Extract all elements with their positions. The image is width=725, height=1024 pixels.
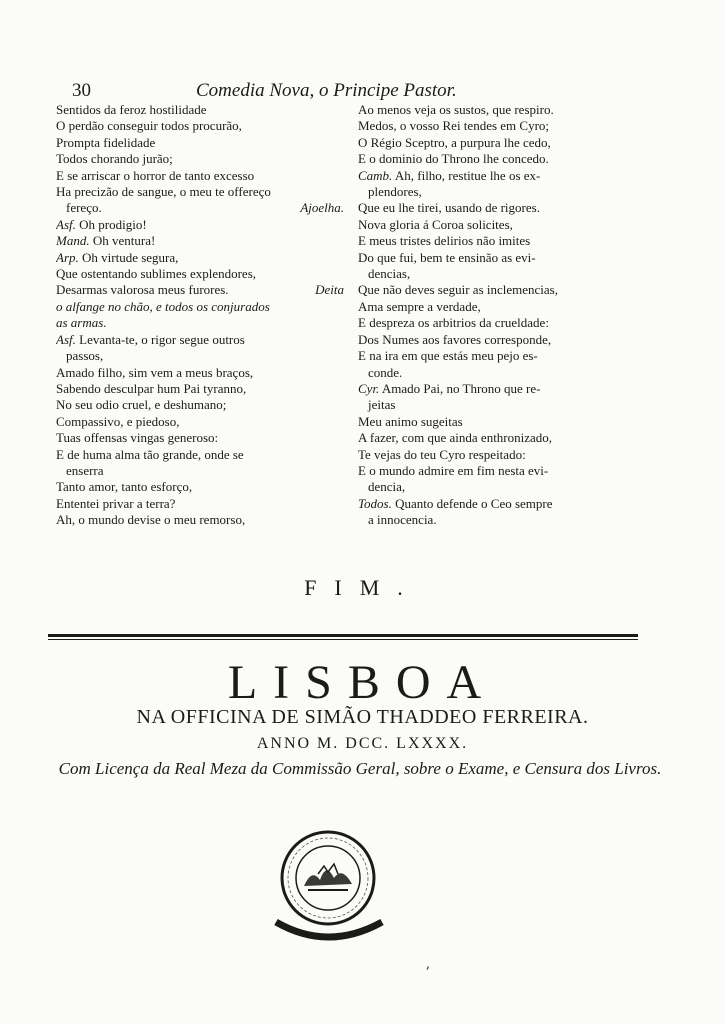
verse-text: Prompta fidelidade [56,134,156,150]
verse-text: O Régio Sceptro, a purpura lhe cedo, [358,134,551,150]
verse-line [56,414,344,430]
verse-text: Compassivo, e piedoso, [56,413,180,429]
speaker-name: Todos. [358,495,392,511]
verse-line [358,447,636,463]
verse-text: Do que fui, bem te ensinão as evi- [358,249,536,265]
verse-text: conde. [368,364,403,380]
verse-line [358,299,636,315]
verse-line [56,102,344,118]
verse-text: No seu odio cruel, e deshumano; [56,397,227,413]
verse-text: E se arriscar o horror de tanto excesso [56,167,255,183]
verse-line [56,151,344,167]
ink-mark: ʼ [425,965,430,981]
verse-text: Levanta-te, o rigor segue outros [79,331,245,347]
verse-line [358,479,636,495]
verse-text: Te vejas do teu Cyro respeitado: [358,446,526,462]
verse-text: Todos chorando jurão; [56,151,173,167]
verse-text: A fazer, com que ainda enthronizado, [358,430,553,446]
verse-text: Que não deves seguir as inclemencias, [358,282,558,298]
verse-line [56,184,344,200]
verse-text: dencia, [368,479,406,495]
stage-direction: Ajoelha. [300,200,344,216]
verse-text: passos, [66,348,104,364]
verse-line [56,430,344,446]
verse-text: Ah, filho, restitue lhe os ex- [394,167,541,183]
verse-text: Que eu lhe tirei, usando de rigores. [358,200,540,216]
verse-line [358,266,636,282]
verse-line [56,250,344,266]
verse-text: Ao menos veja os sustos, que respiro. [358,102,554,117]
right-text-column [358,102,636,529]
verse-text: jeitas [368,397,396,413]
verse-text: Amado Pai, no Throno que re- [381,380,541,396]
verse-text: Ententei privar a terra? [56,495,176,511]
verse-text: Dos Numes aos favores corresponde, [358,331,552,347]
verse-text: Oh prodigio! [79,216,147,232]
verse-line [358,135,636,151]
verse-line [358,430,636,446]
verse-text: Ha precizão de sangue, o meu te offereço [56,184,271,200]
verse-line [56,479,344,495]
verse-line [358,463,636,479]
verse-text: Nova gloria á Coroa solicites, [358,216,513,232]
divider-rule-thin [48,639,638,640]
verse-text: E o dominio do Throno lhe concedo. [358,151,549,167]
verse-line [56,348,344,364]
running-title: Comedia Nova, o Principe Pastor. [196,80,457,101]
verse-text: Sentidos da feroz hostilidade [56,102,207,117]
verse-text: Oh virtude segura, [82,249,179,265]
speaker-name: Mand. [56,233,90,249]
verse-text: Meu animo sugeitas [358,413,463,429]
verse-text: Sabendo desculpar hum Pai tyranno, [56,380,247,396]
verse-line [358,315,636,331]
verse-line [56,512,344,528]
verse-text: enserra [66,462,104,478]
verse-line [358,184,636,200]
verse-line [358,332,636,348]
verse-text: Tuas offensas vingas generoso: [56,430,219,446]
verse-text: dencias, [368,266,411,282]
verse-text: a innocencia. [368,512,437,528]
verse-text: Medos, o vosso Rei tendes em Cyro; [358,118,550,134]
verse-text: Tanto amor, tanto esforço, [56,479,193,495]
verse-line [358,200,636,216]
imprint-licence: Com Licença da Real Meza da Commissão Geral, sobre o Exame, e Censura dos Livros. [58,759,662,778]
imprint-year: ANNO M. DCC. LXXXX. [256,735,469,752]
verse-text: Que ostentando sublimes explendores, [56,266,257,282]
verse-line [358,250,636,266]
verse-line [56,365,344,381]
stage-direction: Deita [315,282,344,298]
verse-line [56,233,344,249]
verse-line [56,332,344,348]
speaker-name: Asf. [56,331,76,347]
verse-line [358,282,636,298]
verse-line [56,200,344,216]
verse-text: E meus tristes delirios não imites [358,233,531,249]
verse-line [56,463,344,479]
verse-line [358,168,636,184]
verse-line [358,496,636,512]
stage-direction: o alfange no chão, e todos os conjurados [56,298,270,314]
verse-text: Amado filho, sim vem a meus braços, [56,364,254,380]
verse-line [56,447,344,463]
imprint-city: LISBOA [227,656,498,709]
verse-text: plendores, [368,184,422,200]
verse-line [358,217,636,233]
verse-text: Ah, o mundo devise o meu remorso, [56,512,246,528]
verse-line [358,365,636,381]
end-mark: FIM. [304,575,421,600]
stage-direction: as armas. [56,315,107,331]
verse-line [56,217,344,233]
verse-line [56,135,344,151]
verse-line [358,397,636,413]
verse-line [56,381,344,397]
speaker-name: Arp. [56,249,79,265]
imprint-press: NA OFFICINA DE SIMÃO THADDEO FERREIRA. [136,706,589,728]
verse-line [56,299,344,315]
verse-line [56,266,344,282]
speaker-name: Asf. [56,216,76,232]
speaker-name: Camb. [358,167,393,183]
verse-text: E despreza os arbitrios da crueldade: [358,315,549,331]
page-number: 30 [72,80,91,101]
verse-text: O perdão conseguir todos procurão, [56,118,242,134]
verse-text: E o mundo admire em fim nesta evi- [358,462,549,478]
verse-line [56,315,344,331]
verse-line [358,381,636,397]
divider-rule [48,634,638,637]
speaker-name: Cyr. [358,380,380,396]
verse-text: Oh ventura! [92,233,156,249]
verse-text: Quanto defende o Ceo sempre [395,495,553,511]
verse-line [358,151,636,167]
verse-line [56,397,344,413]
verse-line [358,348,636,364]
verse-line [358,512,636,528]
verse-line [358,414,636,430]
verse-text: E de huma alma tão grande, onde se [56,446,244,462]
library-stamp-icon [268,818,388,958]
verse-line [358,118,636,134]
verse-line [358,233,636,249]
verse-line [56,168,344,184]
left-text-column [56,102,344,529]
verse-text: Ama sempre a verdade, [358,298,481,314]
verse-text: Desarmas valorosa meus furores. [56,282,229,298]
verse-line [56,118,344,134]
verse-line [56,282,344,298]
verse-text: E na ira em que estás meu pejo es- [358,348,538,364]
verse-text: fereço. [66,200,102,216]
verse-line [56,496,344,512]
verse-line [358,102,636,118]
